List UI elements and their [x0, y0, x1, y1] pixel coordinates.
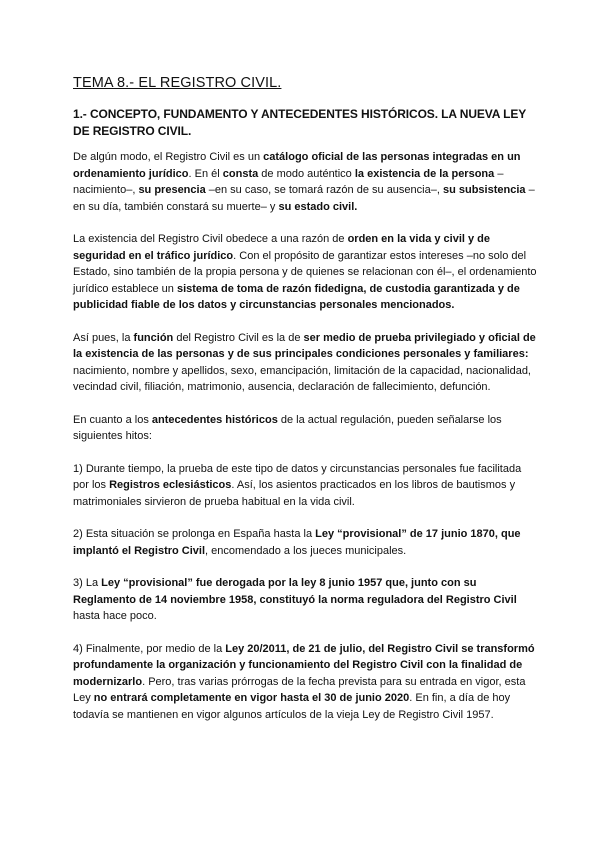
- text-run: , encomendado a los jueces municipales.: [205, 544, 407, 557]
- document-body: [73, 149, 539, 739]
- text-run: de modo auténtico: [258, 167, 355, 180]
- bold-text: antecedentes históricos: [151, 413, 278, 426]
- text-run: 2) Esta situación se prolonga en España hasta la: [73, 528, 316, 540]
- text-run: La existencia del Registro Civil obedece a una razón de: [73, 233, 348, 245]
- text-run: –nacimiento–,: [73, 167, 504, 196]
- text-run: de la actual regulación, pueden señalarse los siguientes hitos:: [73, 413, 502, 442]
- text-run: –en su día, también constará su muerte– y: [73, 184, 535, 213]
- document-title: TEMA 8.- EL REGISTRO CIVIL.: [73, 75, 282, 91]
- text-run: . En él: [188, 167, 223, 180]
- paragraph: [73, 461, 539, 511]
- text-run: 3) La: [73, 577, 102, 589]
- text-run: De algún modo, el Registro Civil es un: [73, 151, 264, 163]
- bold-text: catálogo oficial de las personas integradas en un ordenamiento jurídico: [73, 151, 521, 180]
- bold-text: la existencia de la persona: [354, 167, 495, 180]
- text-run: . Así, los asientos practicados en los libros de bautismos y matrimoniales sirvieron de prueba habitual en la vida civil.: [73, 479, 516, 508]
- bold-text: consta: [222, 167, 259, 180]
- text-run: 4) Finalmente, por medio de la: [73, 642, 226, 655]
- bold-text: sistema de toma de razón fidedigna, de custodia garantizada y de publicidad fiable de los datos y circunstancias personales mencionados.: [73, 282, 520, 311]
- paragraph: [73, 149, 539, 215]
- paragraph: [73, 575, 539, 625]
- bold-text: Ley 20/2011, de 21 de julio, del Registro Civil se transformó profundamente la organización y funcionamiento del Registro Civil con la finalidad de modernizarlo: [73, 642, 535, 688]
- paragraph: [73, 330, 539, 396]
- bold-text: orden en la vida y civil y de seguridad en el tráfico jurídico: [73, 233, 491, 262]
- bold-text: Ley “provisional” fue derogada por la ley 8 junio 1957 que, junto con su Reglamento de 14 noviembre 1958, constituyó la norma reguladora del Registro Civil: [73, 577, 517, 606]
- text-run: hasta hace poco.: [73, 610, 157, 622]
- text-run: –en su caso, se tomará razón de su ausencia–,: [205, 184, 443, 196]
- bold-text: función: [133, 331, 174, 344]
- bold-text: Registros eclesiásticos: [109, 479, 232, 491]
- bold-text: su estado civil.: [278, 200, 358, 213]
- text-run: . Con el propósito de garantizar estos intereses –no solo del Estado, sino también de la propia persona y de quienes se relacionan con él–, el ordenamiento jurídico establece un: [73, 249, 537, 295]
- text-run: 1) Durante tiempo, la prueba de este tipo de datos y circunstancias personales fue facilitada por los: [73, 462, 522, 491]
- paragraph: [73, 231, 539, 314]
- paragraph: [73, 526, 539, 559]
- bold-text: su subsistencia: [442, 184, 526, 196]
- bold-text: ser medio de prueba privilegiado y oficial de la existencia de las personas y de sus principales condiciones personales y familiares:: [73, 331, 536, 360]
- bold-text: Ley “provisional” de 17 junio 1870, que implantó el Registro Civil: [73, 528, 521, 557]
- text-run: . En fin, a día de hoy todavía se mantienen en vigor algunos artículos de la vieja Ley de Registro Civil 1957.: [73, 692, 511, 721]
- text-run: del Registro Civil es la de: [173, 331, 304, 344]
- bold-text: su presencia: [138, 184, 206, 196]
- text-run: En cuanto a los: [73, 413, 152, 426]
- text-run: nacimiento, nombre y apellidos, sexo, emancipación, limitación de la capacidad, nacionalidad, vecindad civil, filiación, matrimonio, ausencia, declaración de fallecimiento, defunción.: [73, 364, 531, 393]
- text-run: Así pues, la: [73, 331, 134, 344]
- paragraph: [73, 412, 539, 445]
- section-heading: 1.- CONCEPTO, FUNDAMENTO Y ANTECEDENTES HISTÓRICOS. LA NUEVA LEY DE REGISTRO CIVIL.: [73, 107, 526, 138]
- text-run: . Pero, tras varias prórrogas de la fecha prevista para su entrada en vigor, esta Ley: [73, 675, 526, 704]
- paragraph: [73, 641, 539, 724]
- bold-text: no entrará completamente en vigor hasta el 30 de junio 2020: [93, 692, 410, 704]
